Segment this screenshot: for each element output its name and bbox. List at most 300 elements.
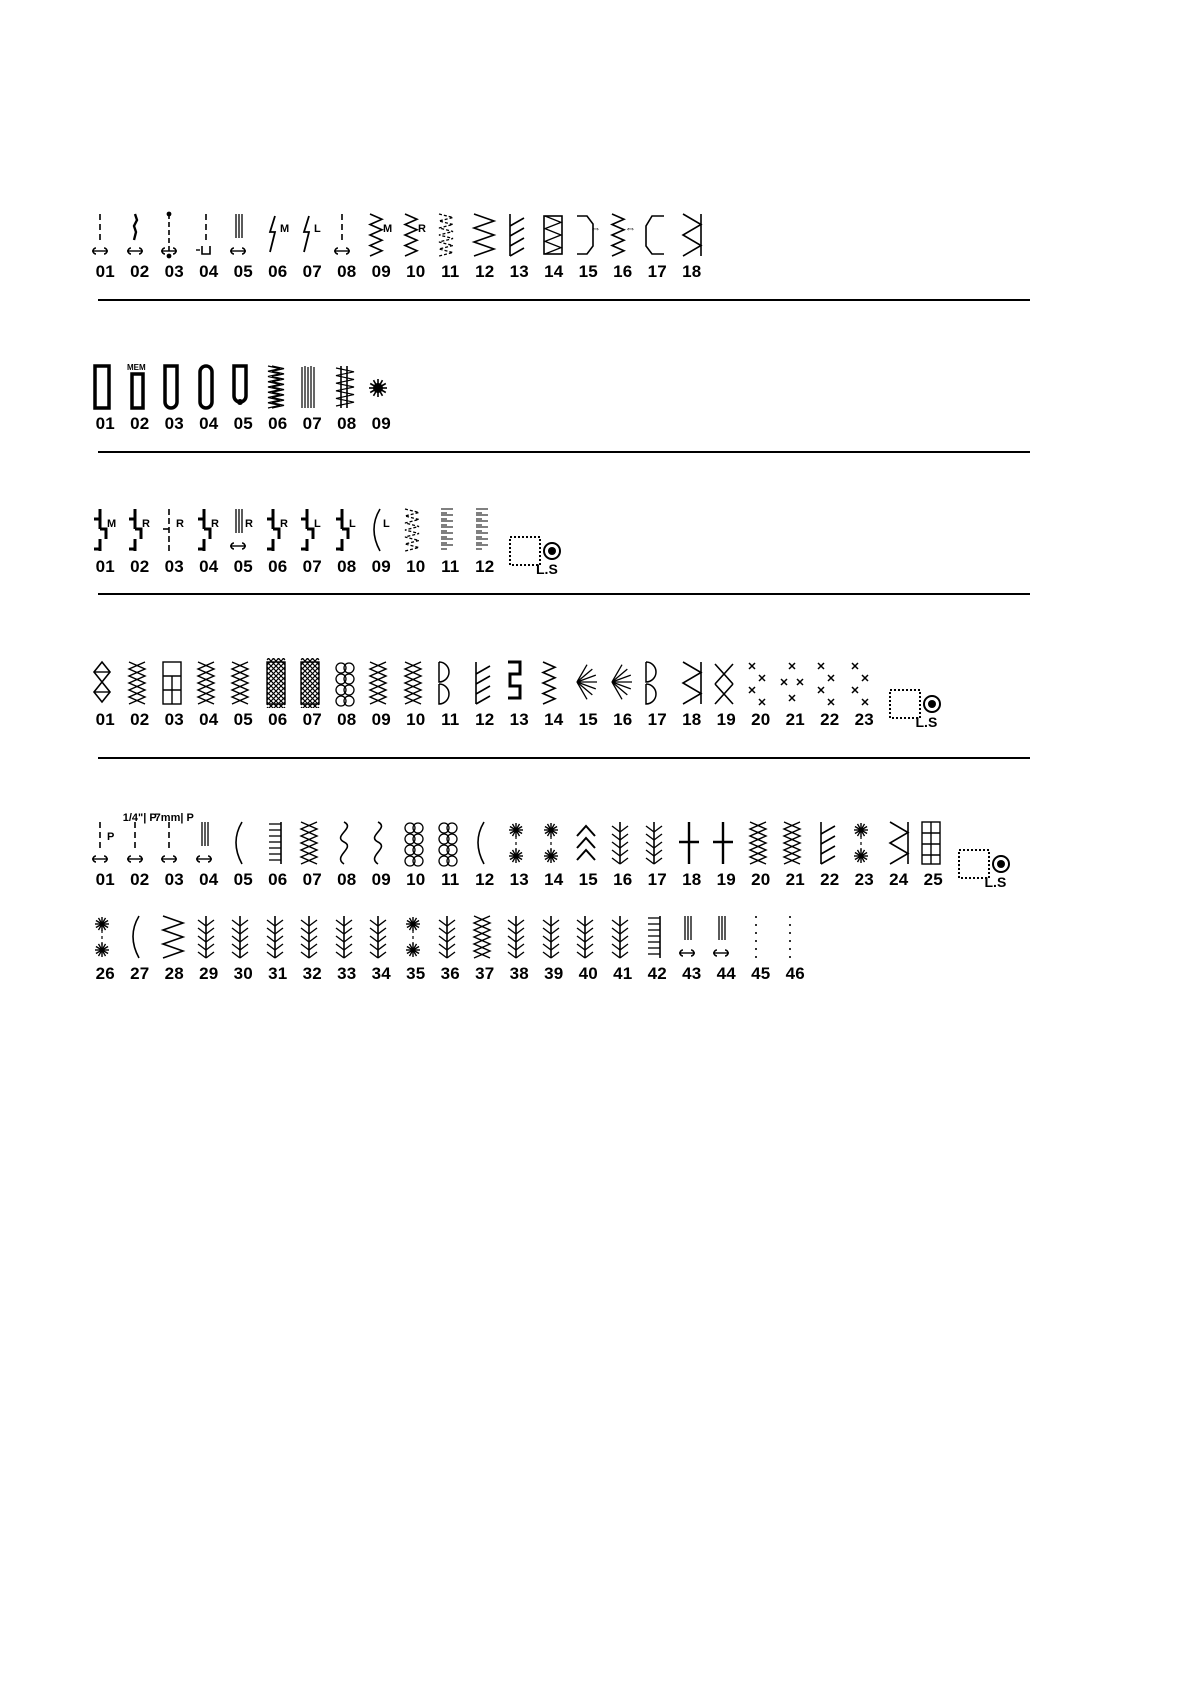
dots-icon bbox=[780, 912, 810, 962]
stitch-decorative-1-12 bbox=[468, 658, 503, 730]
feather-icon bbox=[608, 912, 638, 962]
stitch-stretch-02 bbox=[123, 505, 158, 577]
feather-icon bbox=[366, 912, 396, 962]
stitch-decorative-1-17 bbox=[640, 658, 675, 730]
stitch-decorative-1-02 bbox=[123, 658, 158, 730]
stitch-number: 08 bbox=[337, 262, 357, 281]
stitch-number: 22 bbox=[820, 710, 840, 729]
comb-icon bbox=[263, 818, 293, 868]
stitch-decorative-2-21 bbox=[778, 818, 813, 890]
stitch-number: 05 bbox=[233, 557, 253, 576]
bh-mem-icon bbox=[125, 362, 155, 412]
stitch-utility-06 bbox=[261, 210, 296, 282]
circles-icon bbox=[332, 658, 362, 708]
cross-icon bbox=[711, 818, 741, 868]
stitch-decorative-3-28 bbox=[157, 912, 192, 984]
long-stitch-label: L.S bbox=[915, 714, 938, 730]
fan-icon bbox=[573, 658, 603, 708]
cross-chain-icon bbox=[780, 818, 810, 868]
stitch-number: 15 bbox=[578, 870, 598, 889]
stitch-decorative-2-16 bbox=[606, 818, 641, 890]
stitch-utility-05 bbox=[226, 210, 261, 282]
wave-icon bbox=[332, 818, 362, 868]
stitch-buttonhole-02 bbox=[123, 362, 158, 434]
stitch-number: 06 bbox=[268, 710, 288, 729]
svg-text:P: P bbox=[107, 831, 115, 843]
stitch-decorative-1-05 bbox=[226, 658, 261, 730]
feather-icon bbox=[228, 912, 258, 962]
svg-text:M: M bbox=[383, 223, 393, 235]
stitch-decorative-1-18 bbox=[675, 658, 710, 730]
stitch-number: 09 bbox=[371, 557, 391, 576]
stitch-number: 04 bbox=[199, 557, 219, 576]
stitch-utility-03 bbox=[157, 210, 192, 282]
svg-text:M: M bbox=[107, 518, 117, 530]
stitch-decorative-2-13 bbox=[502, 818, 537, 890]
block-icon bbox=[263, 505, 293, 555]
bolt-icon bbox=[263, 210, 293, 260]
satin-icon bbox=[435, 505, 465, 555]
stitch-number: 08 bbox=[337, 710, 357, 729]
stitch-number: 07 bbox=[302, 710, 322, 729]
straight-left-icon bbox=[90, 818, 120, 868]
stitch-number: 09 bbox=[371, 870, 391, 889]
stitch-decorative-3-43 bbox=[675, 912, 710, 984]
block-icon bbox=[194, 505, 224, 555]
block-icon bbox=[297, 505, 327, 555]
curve-icon bbox=[366, 505, 396, 555]
stitch-decorative-1-21 bbox=[778, 658, 813, 730]
cross-chain-icon bbox=[746, 818, 776, 868]
stitch-decorative-2-18 bbox=[675, 818, 710, 890]
stitch-number: 36 bbox=[440, 964, 460, 983]
feather-icon bbox=[642, 818, 672, 868]
straight-center-icon bbox=[194, 210, 224, 260]
stitch-number: 07 bbox=[302, 557, 322, 576]
stitch-buttonhole-07 bbox=[295, 362, 330, 434]
section-divider bbox=[98, 593, 1030, 595]
bh-square-icon bbox=[90, 362, 120, 412]
stitch-number: 12 bbox=[475, 870, 495, 889]
triple-line-icon bbox=[228, 210, 258, 260]
stitch-number: 37 bbox=[475, 964, 495, 983]
stitch-decorative-1-09 bbox=[364, 658, 399, 730]
feather-icon bbox=[194, 912, 224, 962]
stitch-number: 38 bbox=[509, 964, 529, 983]
stitch-number: 16 bbox=[613, 262, 633, 281]
stitch-number: 04 bbox=[199, 262, 219, 281]
stitch-decorative-2-10 bbox=[399, 818, 434, 890]
stitch-decorative-1-16 bbox=[606, 658, 641, 730]
stitch-stretch-12 bbox=[468, 505, 503, 577]
stitch-decorative-1-10 bbox=[399, 658, 434, 730]
stitch-number: 39 bbox=[544, 964, 564, 983]
stitch-decorative-2-09 bbox=[364, 818, 399, 890]
star-icon bbox=[539, 818, 569, 868]
stitch-utility-09 bbox=[364, 210, 399, 282]
box-zigzag-icon bbox=[677, 658, 707, 708]
stitch-number: 03 bbox=[164, 557, 184, 576]
overlock-icon bbox=[539, 210, 569, 260]
shell-icon bbox=[435, 658, 465, 708]
wave-icon bbox=[366, 818, 396, 868]
stitch-number: 11 bbox=[441, 557, 460, 576]
stitch-number: 06 bbox=[268, 557, 288, 576]
stitch-decorative-3-30 bbox=[226, 912, 261, 984]
stitch-number: 18 bbox=[682, 710, 702, 729]
bolt-icon bbox=[297, 210, 327, 260]
stitch-stretch-04 bbox=[192, 505, 227, 577]
stitch-buttonhole-03 bbox=[157, 362, 192, 434]
svg-text:R: R bbox=[141, 518, 150, 530]
stitch-decorative-1-20 bbox=[744, 658, 779, 730]
straight-left-icon bbox=[332, 210, 362, 260]
stitch-number: 16 bbox=[613, 710, 633, 729]
stitch-number: 09 bbox=[371, 414, 391, 433]
stitch-stretch-09 bbox=[364, 505, 399, 577]
stitch-decorative-1-03 bbox=[157, 658, 192, 730]
stitch-number: 05 bbox=[233, 710, 253, 729]
stitch-decorative-2-14 bbox=[537, 818, 572, 890]
zigzag-icon bbox=[366, 210, 396, 260]
stitch-decorative-2-06 bbox=[261, 818, 296, 890]
straight-left-icon bbox=[125, 818, 155, 868]
stitch-number: 30 bbox=[233, 964, 253, 983]
stitch-number: 05 bbox=[233, 414, 253, 433]
stitch-tag: 7mm| P bbox=[154, 812, 194, 824]
circles-icon bbox=[401, 818, 431, 868]
cross-chain-icon bbox=[125, 658, 155, 708]
stitch-row-decorative-3 bbox=[88, 912, 813, 984]
triple-line-icon bbox=[711, 912, 741, 962]
triple-line-icon bbox=[228, 505, 258, 555]
svg-text:L: L bbox=[314, 518, 321, 530]
stitch-number: 09 bbox=[371, 710, 391, 729]
stitch-number: 19 bbox=[716, 870, 736, 889]
blind-icon bbox=[573, 210, 603, 260]
stitch-decorative-2-23 bbox=[847, 818, 882, 890]
stitch-number: 09 bbox=[371, 262, 391, 281]
stitch-number: 13 bbox=[509, 262, 529, 281]
stitch-number: 23 bbox=[854, 710, 874, 729]
stitch-decorative-1-04 bbox=[192, 658, 227, 730]
stitch-number: 17 bbox=[647, 262, 667, 281]
stitch-number: 12 bbox=[475, 262, 495, 281]
stitch-decorative-1-01 bbox=[88, 658, 123, 730]
stitch-number: 26 bbox=[95, 964, 115, 983]
stitch-decorative-1-11 bbox=[433, 658, 468, 730]
bh-round-icon bbox=[194, 362, 224, 412]
stitch-number: 10 bbox=[406, 870, 426, 889]
stitch-number: 10 bbox=[406, 710, 426, 729]
stitch-stretch-03 bbox=[157, 505, 192, 577]
cross-chain-icon bbox=[366, 658, 396, 708]
stitch-utility-13 bbox=[502, 210, 537, 282]
section-divider bbox=[98, 451, 1030, 453]
mesh-icon bbox=[263, 658, 293, 708]
stitch-number: 06 bbox=[268, 414, 288, 433]
multi-zigzag-icon bbox=[435, 210, 465, 260]
stitch-number: 44 bbox=[716, 964, 736, 983]
stitch-number: 18 bbox=[682, 870, 702, 889]
triple-line-icon bbox=[194, 818, 224, 868]
zigzag-icon bbox=[608, 210, 638, 260]
arrow-zigzag-icon bbox=[470, 658, 500, 708]
eyelet-icon bbox=[366, 362, 396, 412]
wide-zigzag-icon bbox=[470, 210, 500, 260]
stitch-decorative-3-36 bbox=[433, 912, 468, 984]
stitch-buttonhole-01 bbox=[88, 362, 123, 434]
stitch-row-decorative-2 bbox=[88, 812, 1017, 890]
stitch-number: 17 bbox=[647, 710, 667, 729]
stitch-number: 45 bbox=[751, 964, 771, 983]
stitch-stretch-05 bbox=[226, 505, 261, 577]
stitch-number: 11 bbox=[441, 262, 460, 281]
x-chain-icon bbox=[746, 658, 776, 708]
svg-text:⇔: ⇔ bbox=[590, 223, 602, 235]
stitch-number: 01 bbox=[95, 710, 115, 729]
triple-straight-icon bbox=[125, 210, 155, 260]
stitch-utility-16 bbox=[606, 210, 641, 282]
stitch-number: 16 bbox=[613, 870, 633, 889]
arrow-zigzag-icon bbox=[504, 210, 534, 260]
stitch-number: 13 bbox=[509, 710, 529, 729]
stitch-number: 31 bbox=[268, 964, 288, 983]
svg-text:M: M bbox=[279, 223, 289, 235]
satin-icon bbox=[470, 505, 500, 555]
stitch-number: 03 bbox=[164, 414, 184, 433]
stitch-decorative-3-34 bbox=[364, 912, 399, 984]
stitch-number: 02 bbox=[130, 710, 150, 729]
curve-icon bbox=[470, 818, 500, 868]
stitch-decorative-2-22 bbox=[813, 818, 848, 890]
straight-left-icon bbox=[90, 210, 120, 260]
dots-icon bbox=[746, 912, 776, 962]
stitch-decorative-1-06 bbox=[261, 658, 296, 730]
stitch-number: 27 bbox=[130, 964, 150, 983]
stitch-decorative-1-08 bbox=[330, 658, 365, 730]
stitch-decorative-3-45 bbox=[744, 912, 779, 984]
stitch-decorative-2-03 bbox=[154, 812, 194, 890]
bh-round-bottom-icon bbox=[159, 362, 189, 412]
stitch-decorative-2-02 bbox=[122, 812, 158, 890]
bracket-icon bbox=[642, 210, 672, 260]
shell-icon bbox=[642, 658, 672, 708]
stitch-number: 24 bbox=[889, 870, 909, 889]
stitch-decorative-3-26 bbox=[88, 912, 123, 984]
svg-text:⇔: ⇔ bbox=[624, 223, 636, 235]
stitch-decorative-2-12 bbox=[468, 818, 503, 890]
stitch-tag: 1/4"| P bbox=[122, 812, 157, 824]
stitch-decorative-1-23 bbox=[847, 658, 882, 730]
stitch-number: 21 bbox=[785, 710, 805, 729]
feather-icon bbox=[297, 912, 327, 962]
svg-text:R: R bbox=[245, 518, 254, 530]
stitch-number: 13 bbox=[509, 870, 529, 889]
stitch-decorative-2-08 bbox=[330, 818, 365, 890]
stitch-number: 11 bbox=[441, 710, 460, 729]
stitch-number: 34 bbox=[371, 964, 391, 983]
greek-icon bbox=[504, 658, 534, 708]
multi-zigzag-icon bbox=[401, 505, 431, 555]
feather-icon bbox=[435, 912, 465, 962]
svg-text:R: R bbox=[210, 518, 219, 530]
stitch-utility-15 bbox=[571, 210, 606, 282]
stitch-number: 02 bbox=[130, 870, 150, 889]
stitch-decorative-3-44 bbox=[709, 912, 744, 984]
stitch-decorative-3-33 bbox=[330, 912, 365, 984]
stitch-number: 08 bbox=[337, 414, 357, 433]
star-icon bbox=[849, 818, 879, 868]
svg-text:R: R bbox=[176, 518, 185, 530]
feather-icon bbox=[573, 912, 603, 962]
star-icon bbox=[401, 912, 431, 962]
straight-tack-icon bbox=[159, 210, 189, 260]
stitch-stretch-10 bbox=[399, 505, 434, 577]
feather-icon bbox=[263, 912, 293, 962]
feather-icon bbox=[332, 912, 362, 962]
stitch-decorative-2-20 bbox=[744, 818, 779, 890]
stitch-decorative-1-19 bbox=[709, 658, 744, 730]
stitch-utility-07 bbox=[295, 210, 330, 282]
stitch-number: 02 bbox=[130, 414, 150, 433]
cross-chain-icon bbox=[228, 658, 258, 708]
stitch-number: 05 bbox=[233, 870, 253, 889]
stitch-decorative-1-13 bbox=[502, 658, 537, 730]
stitch-buttonhole-04 bbox=[192, 362, 227, 434]
box-zigzag-icon bbox=[677, 210, 707, 260]
cross-icon bbox=[677, 818, 707, 868]
stitch-utility-11 bbox=[433, 210, 468, 282]
stitch-number: 11 bbox=[441, 870, 460, 889]
stitch-number: 22 bbox=[820, 870, 840, 889]
stitch-number: 10 bbox=[406, 557, 426, 576]
stitch-number: 18 bbox=[682, 262, 702, 281]
stitch-number: 28 bbox=[164, 964, 184, 983]
stitch-number: 14 bbox=[544, 710, 564, 729]
stitch-row-buttonhole bbox=[88, 362, 399, 434]
stitch-utility-04 bbox=[192, 210, 227, 282]
stitch-row-stretch bbox=[88, 505, 568, 577]
stitch-number: 40 bbox=[578, 964, 598, 983]
stitch-number: 19 bbox=[716, 710, 736, 729]
stitch-number: 23 bbox=[854, 870, 874, 889]
svg-text:L: L bbox=[314, 223, 321, 235]
zigzag-icon bbox=[401, 210, 431, 260]
stitch-number: 20 bbox=[751, 710, 771, 729]
stitch-buttonhole-05 bbox=[226, 362, 261, 434]
stitch-decorative-3-35 bbox=[399, 912, 434, 984]
stitch-number: 06 bbox=[268, 870, 288, 889]
comb-icon bbox=[642, 912, 672, 962]
diamond-icon bbox=[90, 658, 120, 708]
stitch-number: 05 bbox=[233, 262, 253, 281]
stitch-number: 08 bbox=[337, 870, 357, 889]
long-stitch-label: L.S bbox=[984, 874, 1007, 890]
stitch-number: 15 bbox=[578, 262, 598, 281]
feather-icon bbox=[608, 818, 638, 868]
box-zigzag-icon bbox=[884, 818, 914, 868]
curve-icon bbox=[228, 818, 258, 868]
cross-chain-icon bbox=[470, 912, 500, 962]
stitch-decorative-3-32 bbox=[295, 912, 330, 984]
stitch-decorative-2-15 bbox=[571, 818, 606, 890]
stitch-decorative-3-41 bbox=[606, 912, 641, 984]
stitch-number: 02 bbox=[130, 262, 150, 281]
stitch-number: 14 bbox=[544, 262, 564, 281]
bh-keyhole-icon bbox=[228, 362, 258, 412]
stitch-stretch-01 bbox=[88, 505, 123, 577]
stitch-number: 29 bbox=[199, 964, 219, 983]
stitch-number: 35 bbox=[406, 964, 426, 983]
x-chain-icon bbox=[849, 658, 879, 708]
stitch-decorative-3-42 bbox=[640, 912, 675, 984]
stitch-number: 04 bbox=[199, 870, 219, 889]
stitch-utility-02 bbox=[123, 210, 158, 282]
stitch-number: 06 bbox=[268, 262, 288, 281]
stitch-stretch-07 bbox=[295, 505, 330, 577]
stitch-decorative-2-07 bbox=[295, 818, 330, 890]
cross-chain-icon bbox=[297, 818, 327, 868]
x-diamond-icon bbox=[780, 658, 810, 708]
stitch-number: 42 bbox=[647, 964, 667, 983]
wide-zigzag-icon bbox=[159, 912, 189, 962]
bh-lines-icon bbox=[297, 362, 327, 412]
stitch-decorative-3-29 bbox=[192, 912, 227, 984]
stitch-decorative-1-14 bbox=[537, 658, 572, 730]
dash-icon bbox=[159, 505, 189, 555]
chevron-icon bbox=[573, 818, 603, 868]
stitch-row-decorative-1 bbox=[88, 658, 948, 730]
stitch-decorative-2-19 bbox=[709, 818, 744, 890]
stitch-decorative-2-17 bbox=[640, 818, 675, 890]
stitch-buttonhole-08 bbox=[330, 362, 365, 434]
stitch-number: 07 bbox=[302, 414, 322, 433]
cross-chain-icon bbox=[401, 658, 431, 708]
stitch-number: 12 bbox=[475, 557, 495, 576]
long-stitch-indicator bbox=[882, 678, 948, 730]
stitch-decorative-3-38 bbox=[502, 912, 537, 984]
stitch-number: 01 bbox=[95, 414, 115, 433]
stitch-stretch-06 bbox=[261, 505, 296, 577]
feather-icon bbox=[504, 912, 534, 962]
stitch-decorative-3-39 bbox=[537, 912, 572, 984]
stitch-number: 07 bbox=[302, 262, 322, 281]
stitch-decorative-2-01 bbox=[88, 818, 123, 890]
section-divider bbox=[98, 757, 1030, 759]
stitch-number: 03 bbox=[164, 710, 184, 729]
stitch-number: 17 bbox=[647, 870, 667, 889]
long-stitch-label: L.S bbox=[536, 561, 558, 577]
brick-icon bbox=[918, 818, 948, 868]
stitch-number: 15 bbox=[578, 710, 598, 729]
stitch-row-utility bbox=[88, 210, 709, 282]
stitch-buttonhole-06 bbox=[261, 362, 296, 434]
stitch-number: 21 bbox=[785, 870, 805, 889]
triple-line-icon bbox=[677, 912, 707, 962]
stitch-utility-18 bbox=[675, 210, 710, 282]
stitch-decorative-1-15 bbox=[571, 658, 606, 730]
stitch-number: 03 bbox=[164, 262, 184, 281]
stitch-stretch-08 bbox=[330, 505, 365, 577]
block-icon bbox=[90, 505, 120, 555]
svg-text:R: R bbox=[417, 223, 426, 235]
stitch-stretch-11 bbox=[433, 505, 468, 577]
stitch-utility-14 bbox=[537, 210, 572, 282]
stitch-number: 07 bbox=[302, 870, 322, 889]
block-icon bbox=[332, 505, 362, 555]
straight-left-icon bbox=[159, 818, 189, 868]
